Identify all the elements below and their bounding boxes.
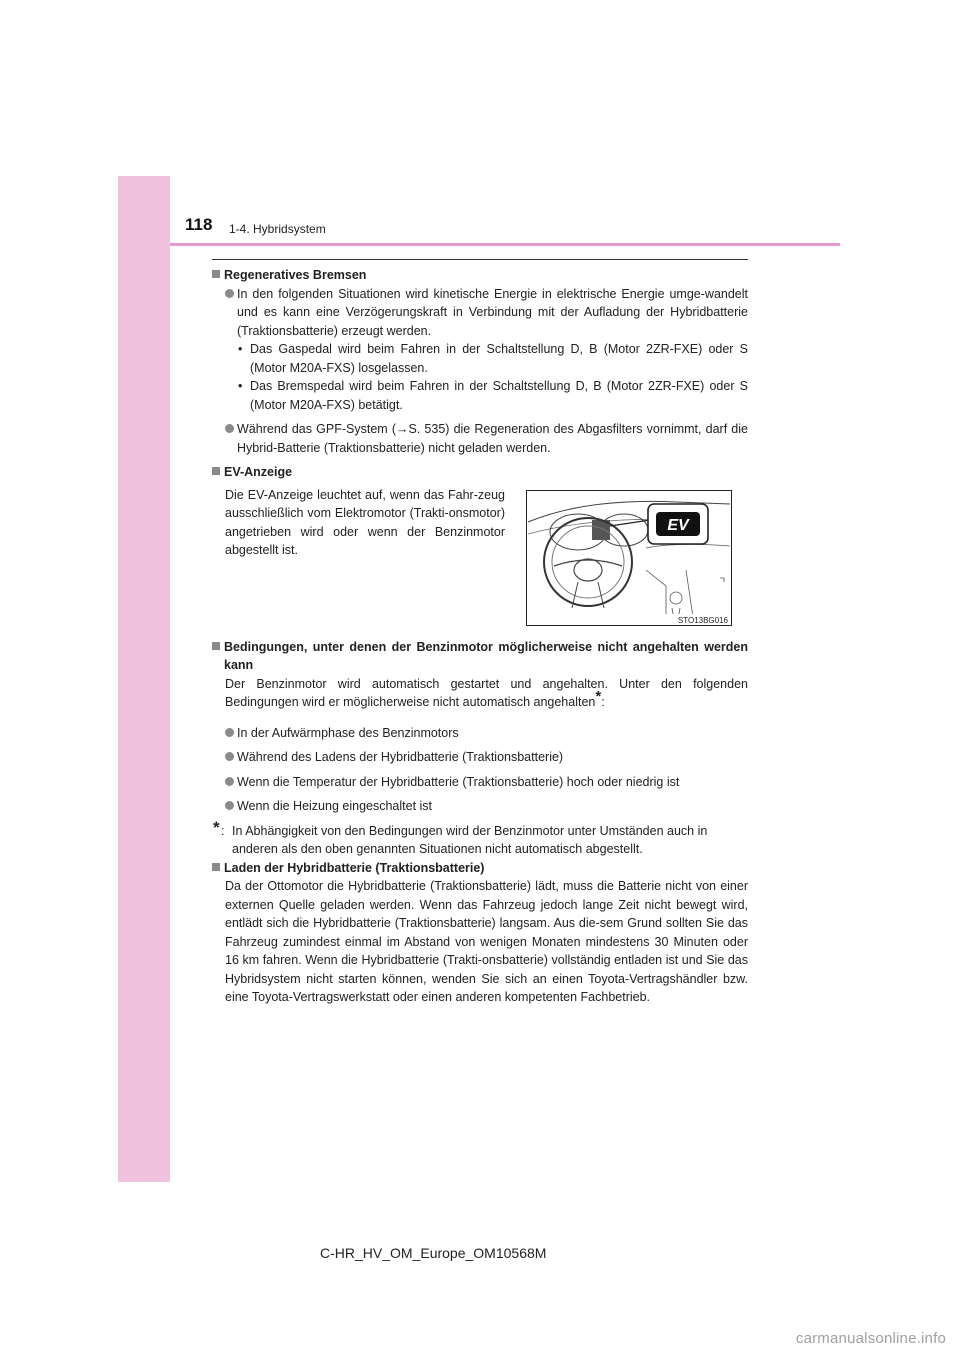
header-rule xyxy=(170,243,840,246)
sub-bullet-marker: • xyxy=(238,342,243,356)
heading-conditions-text: Bedingungen, unter denen der Benzinmotor möglicherweise nicht angehalten werden kann xyxy=(224,639,748,672)
section-title: 1-4. Hybridsystem xyxy=(229,222,326,236)
sub-bullet-marker: • xyxy=(238,379,243,393)
heading-conditions xyxy=(212,638,748,675)
footnote: * : In Abhängigkeit von den Bedingungen wird der Benzinmotor unter Umständen auch in anderen als den oben genannten Situationen nicht automatisch abgestellt. xyxy=(212,822,748,859)
round-bullet-icon xyxy=(225,752,234,761)
heading-charging xyxy=(212,859,748,878)
watermark-link[interactable]: carmanualsonline.info xyxy=(795,1330,946,1347)
gpf-note xyxy=(212,420,748,457)
ev-indicator-icon: EV xyxy=(667,516,689,534)
conditions-intro xyxy=(212,675,748,712)
charging-text: Da der Ottomotor die Hybridbatterie (Traktionsbatterie) lädt, muss die Batterie nicht von einer externen Quelle geladen werden. Wenn das Fahrzeug jedoch lange Zeit nicht bewegt wird, entlädt sich die Hybridbatterie (Traktionsbatterie) langsam. Aus die-sem Grund sollten Sie das Fahrzeug zumindest einmal im Abstand von wenigen Monaten mindestens 30 Minuten oder 16 km fahren. Wenn die Hybridbatterie (Trakti-onsbatterie) vollständig entladen ist und Sie das Hybridsystem nicht starten können, wenden Sie sich an einen Toyota-Vertragshändler bzw. eine Toyota-Vertragswerkstatt oder einen anderen kompetenten Fachbetrieb. xyxy=(225,879,748,1004)
ev-section xyxy=(212,486,748,632)
side-tab-band xyxy=(118,176,170,1182)
condition-item-text: In der Aufwärmphase des Benzinmotors xyxy=(237,725,459,740)
footnote-star: * xyxy=(595,687,602,705)
footnote-text: In Abhängigkeit von den Bedingungen wird der Benzinmotor unter Umständen auch in anderen als den oben genannten Situationen nicht automatisch abgestellt. xyxy=(232,823,708,856)
round-bullet-icon xyxy=(225,289,234,298)
square-bullet-icon xyxy=(212,467,220,475)
condition-item-text: Wenn die Temperatur der Hybridbatterie (Traktionsbatterie) hoch oder niedrig ist xyxy=(237,774,680,789)
conditions-intro-suffix: : xyxy=(601,695,605,709)
footnote-star-marker: * xyxy=(213,817,220,837)
heading-regen xyxy=(212,266,748,285)
condition-item xyxy=(212,797,748,816)
illustration-code: STO13BG016 xyxy=(677,615,728,625)
condition-item xyxy=(212,748,748,767)
ev-description: Die EV-Anzeige leuchtet auf, wenn das Fahr-zeug ausschließlich vom Elektromotor (Trakti-onsmotor) angetrieben wird oder wenn der Benzinmotor abgestellt ist. xyxy=(225,487,505,557)
square-bullet-icon xyxy=(212,863,220,871)
page-number: 118 xyxy=(185,215,213,234)
conditions-intro-text: Der Benzinmotor wird automatisch gestartet und angehalten. Unter den folgenden Bedingungen wird er möglicherweise nicht automatisch angehalten xyxy=(225,676,748,709)
regen-sub-item xyxy=(212,340,748,377)
gpf-note-text: Während das GPF-System (→S. 535) die Regeneration des Abgasfilters vornimmt, darf die Hybrid-Batterie (Traktionsbatterie) nicht geladen werden. xyxy=(237,422,748,455)
regen-sub-item-text: Das Bremspedal wird beim Fahren in der Schaltstellung D, B (Motor 2ZR-FXE) oder S (Motor M20A-FXS) betätigt. xyxy=(250,379,748,412)
heading-ev-text: EV-Anzeige xyxy=(224,465,293,479)
regen-sub-item xyxy=(212,377,748,414)
square-bullet-icon xyxy=(212,642,220,650)
document-code: C-HR_HV_OM_Europe_OM10568M xyxy=(320,1245,547,1261)
condition-item-text: Während des Ladens der Hybridbatterie (Traktionsbatterie) xyxy=(237,750,564,764)
condition-item xyxy=(212,724,748,743)
round-bullet-icon xyxy=(225,424,234,433)
heading-regen-text: Regeneratives Bremsen xyxy=(224,268,367,282)
round-bullet-icon xyxy=(225,801,234,810)
round-bullet-icon xyxy=(225,728,234,737)
content-rule xyxy=(212,259,748,260)
round-bullet-icon xyxy=(225,777,234,786)
regen-sub-item-text: Das Gaspedal wird beim Fahren in der Schaltstellung D, B (Motor 2ZR-FXE) oder S (Motor M20A-FXS) losgelassen. xyxy=(250,342,748,375)
condition-item xyxy=(212,773,748,792)
regen-intro-text: In den folgenden Situationen wird kinetische Energie in elektrische Energie umge-wandelt und es kann eine Verzögerungskraft in Verbindung mit der Aufladung der Hybridbatterie (Traktionsbatterie) erzeugt werden. xyxy=(237,286,748,338)
dashboard-illustration xyxy=(526,490,732,626)
heading-charging-text: Laden der Hybridbatterie (Traktionsbatterie) xyxy=(224,860,485,875)
heading-ev xyxy=(212,463,748,482)
regen-intro xyxy=(212,285,748,341)
square-bullet-icon xyxy=(212,270,220,278)
page-content xyxy=(212,266,748,1007)
condition-item-text: Wenn die Heizung eingeschaltet ist xyxy=(237,799,433,813)
